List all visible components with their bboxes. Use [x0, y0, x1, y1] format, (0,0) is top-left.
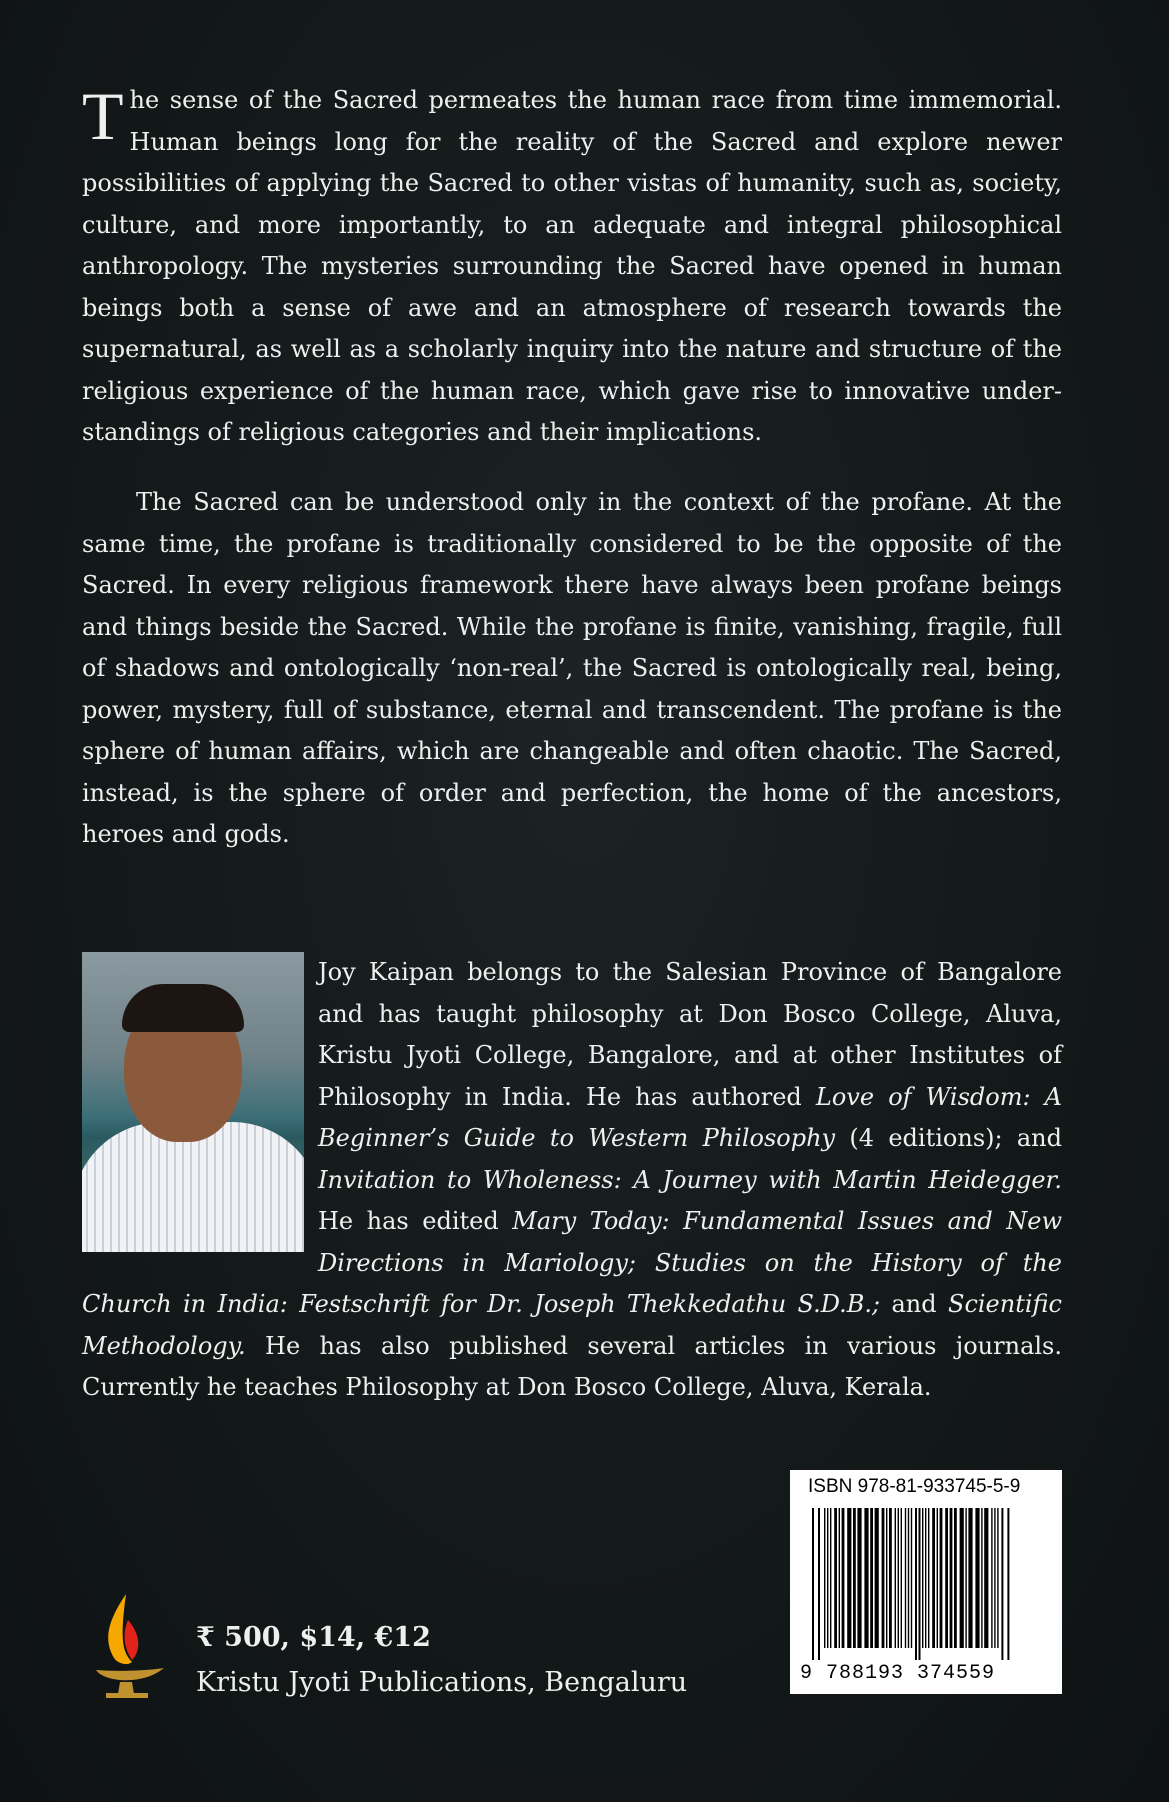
bio-text: Joy Kaipan belongs to the Salesian Province of Bangalore and has taught philosophy at Don Bosco College, Aluva, Kristu Jyoti College, Bangalore, and at other Institutes of Philosophy in India. He has authored [318, 958, 1062, 1111]
book-title: Invitation to Wholeness: A Journey with Martin Heidegger. [318, 1165, 1062, 1194]
isbn-label: ISBN 978-81-933745-5-9 [808, 1476, 1021, 1497]
author-bio-section [82, 952, 1062, 1409]
bio-text: and [880, 1290, 948, 1318]
publisher-name: Kristu Jyoti Publications, Bengaluru [196, 1667, 688, 1698]
barcode-digits: 9 788193 374559 [800, 1662, 996, 1685]
bio-text: (4 editions); and [835, 1124, 1063, 1152]
blurb-paragraph-2: The Sacred can be understood only in the context of the profane. At the same time, the profane is traditionally considered to be the opposite of the Sacred. In every religious framework there have always been profane beings and things beside the Sacred. While the profane is finite, vanishing, fragile, full of shadows and ontologically ‘non-real’, the Sacred is ontologically real, being, power, mystery, full of substance, eternal and transcendent. The profane is the sphere of human affairs, which are changeable and often chaotic. The Sacred, instead, is the sphere of order and perfection, the home of the ancestors, heroes and gods. [82, 488, 1062, 848]
bio-text: He has also published several articles in various journals. Currently he teaches Philosophy at Don Bosco College, Aluva, Kerala. [82, 1331, 1062, 1401]
blurb-paragraph-1-text: he sense of the Sacred permeates the human race from time immemorial. Human beings long for the reality of the Sacred and explore newer possibilities of applying the Sacred to other vistas of humanity, such as, society, culture, and more importantly, to an adequate and integral philosophical anthropology. The mysteries surrounding the Sacred have opened in human beings both a sense of awe and an atmosphere of research towards the supernatural, as well as a scholarly inquiry into the nature and structure of the religious experience of the human race, which gave rise to innovative under-standings of religious categories and their implications. [82, 86, 1062, 446]
drop-cap: T [82, 78, 124, 154]
book-title: Scientific Methodology. [82, 1290, 1062, 1360]
author-photo [82, 952, 304, 1252]
isbn-barcode-box [790, 1470, 1062, 1694]
price: ₹ 500, $14, €12 [196, 1622, 431, 1653]
blurb-paragraph-1 [82, 80, 1062, 454]
publisher-lamp-logo-icon [92, 1590, 172, 1700]
book-title: Mary Today: Fundamental Issues and New Directions in Mariology; Studies on the History of the Church in India: Festschrift for Dr. Joseph Thekkedathu S.D.B.; [82, 1207, 1062, 1318]
bio-text: He has edited [318, 1207, 513, 1235]
barcode [806, 1508, 1050, 1660]
book-title: Love of Wisdom: A Beginner’s Guide to Western Philosophy [318, 1082, 1063, 1152]
